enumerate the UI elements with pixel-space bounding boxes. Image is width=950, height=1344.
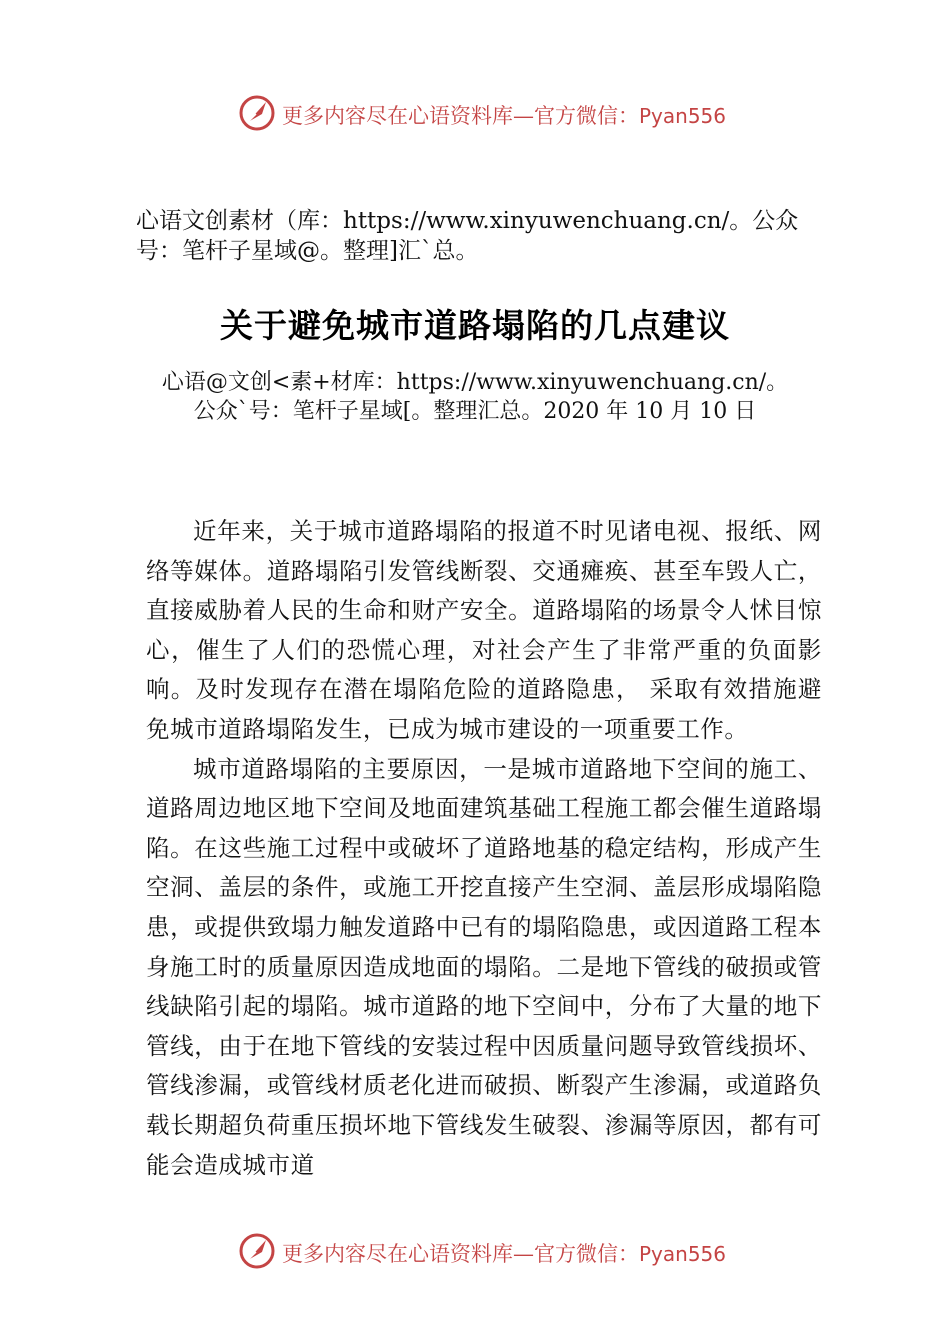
- page-title: 关于避免城市道路塌陷的几点建议: [220, 306, 730, 345]
- paragraph: 城市道路塌陷的主要原因，一是城市道路地下空间的施工、道路周边地区地下空间及地面建筑基础工程施工都会催生道路塌陷。在这些施工过程中或破坏了道路地基的稳定结构，形成产生空洞、盖层的条件，或施工开挖直接产生空洞、盖层形成塌陷隐患，或提供致塌力触发道路中已有的塌陷隐患，或因道路工程本身施工时的质量原因造成地面的塌陷。二是地下管线的破损或管线缺陷引起的塌陷。城市道路的地下空间中，分布了大量的地下管线，由于在地下管线的安装过程中因质量问题导致管线损坏、管线渗漏，或管线材质老化进而破损、断裂产生渗漏，或道路负载长期超负荷重压损坏地下管线发生破裂、渗漏等原因，都有可能会造成城市道: [146, 754, 822, 1179]
- header-banner: [238, 94, 738, 134]
- footer-banner: [238, 1232, 738, 1272]
- byline: 心语@文创<素+材库：https://www.xinyuwenchuang.cn/。公众`号：笔杆子星域[。整理汇总。2020 年 10 月 10 日: [161, 370, 789, 424]
- body-text: [146, 512, 822, 1185]
- source-line: 心语文创素材（库：https://www.xinyuwenchuang.cn/。公众号：笔杆子星域@。整理]汇`总。: [136, 208, 799, 264]
- quill-logo-icon: [238, 94, 276, 132]
- quill-logo-icon: [238, 1232, 276, 1270]
- wechat-handle: Pyan556: [639, 104, 727, 128]
- banner-text: 更多内容尽在心语资料库—官方微信：: [282, 104, 639, 128]
- banner-text: 更多内容尽在心语资料库—官方微信：: [282, 1242, 639, 1266]
- wechat-handle: Pyan556: [639, 1242, 727, 1266]
- paragraph: 近年来，关于城市道路塌陷的报道不时见诸电视、报纸、网络等媒体。道路塌陷引发管线断裂、交通瘫痪、甚至车毁人亡，直接威胁着人民的生命和财产安全。道路塌陷的场景令人怵目惊心，催生了人们的恐慌心理，对社会产生了非常严重的负面影响。及时发现存在潜在塌陷危险的道路隐患， 采取有效措施避免城市道路塌陷发生，已成为城市建设的一项重要工作。: [146, 517, 822, 743]
